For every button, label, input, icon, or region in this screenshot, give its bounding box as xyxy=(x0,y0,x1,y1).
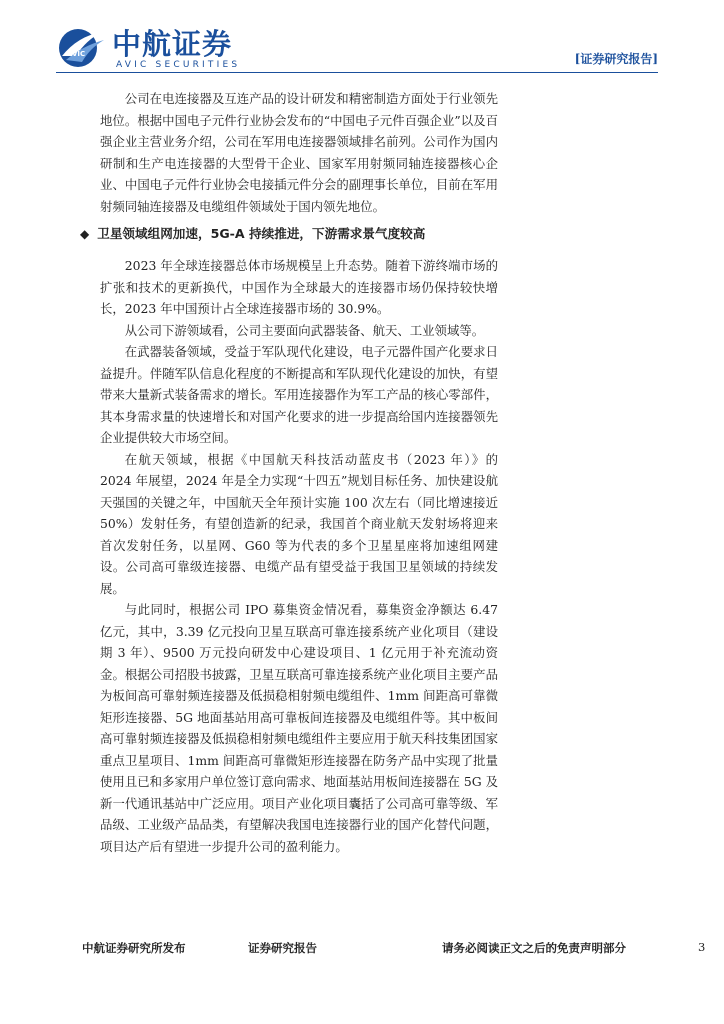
paragraph-ipo: 与此同时，根据公司 IPO 募集资金情况看，募集资金净额达 6.47 亿元，其中，3.39 亿元投向卫星互联高可靠连接系统产业化项目（建设期 3 年）、9500 万元投向研发中心建设项目、1 亿元用于补充流动资金。根据公司招股书披露，卫星互联高可靠连接系统产业化项目主要产品为板间高可靠射频连接器及低损稳相射频电缆组件、1mm 间距高可靠微矩形连接器、5G 地面基站用高可靠板间连接器及电缆组件等。其中板间高可靠射频连接器及低损稳相射频电缆组件主要应用于航天科技集团国家重点卫星项目、1mm 间距高可靠微矩形连接器在防务产品中实现了批量使用且已和多家用户单位签订意向需求、地面基站用板间连接器在 5G 及新一代通讯基站中广泛应用。项目产业化项目囊括了公司高可靠等级、军品级、工业级产品品类，有望解决我国电连接器行业的国产化替代问题，项目达产后有望进一步提升公司的盈利能力。 xyxy=(100,602,498,854)
page-footer xyxy=(0,932,724,972)
page-header xyxy=(0,0,724,82)
paragraph-weapons: 在武器装备领域，受益于军队现代化建设，电子元器件国产化要求日益提升。伴随军队信息化程度的不断提高和军队现代化建设的加快，有望带来大量新式装备需求的增长。军用连接器作为军工产品的核心零部件，其本身需求量的快速增长和对国产化要求的进一步提高给国内连接器领先企业提供较大市场空间。 xyxy=(100,344,498,445)
page-number: 3 xyxy=(698,940,706,954)
report-type-tag: [证券研究报告] xyxy=(574,52,658,66)
section-heading-text: 卫星领域组网加速，5G-A 持续推进，下游需求景气度较高 xyxy=(97,226,426,241)
diamond-bullet-icon: ◆ xyxy=(80,227,90,241)
footer-report-type: 证券研究报告 xyxy=(248,941,317,955)
brand-name-cn: 中航证券 xyxy=(112,27,233,61)
header-divider xyxy=(56,72,658,73)
svg-text:AVIC: AVIC xyxy=(67,50,86,58)
report-body xyxy=(80,88,498,857)
brand-name-en: AVIC SECURITIES xyxy=(116,60,241,70)
paragraph-company-position: 公司在电连接器及互连产品的设计研发和精密制造方面处于行业领先地位。根据中国电子元件行业协会发布的“中国电子元件百强企业”以及百强企业主营业务介绍，公司在军用电连接器领域排名前列。公司作为国内研制和生产电连接器的大型骨干企业、国家军用射频同轴连接器核心企业、中国电子元件行业协会电接插元件分会的副理事长单位，目前在军用射频同轴连接器及电缆组件领域处于国内领先地位。 xyxy=(100,91,498,214)
paragraph-aerospace: 在航天领域，根据《中国航天科技活动蓝皮书（2023 年）》的 2024 年展望，2024 年是全力实现“十四五”规划目标任务、加快建设航天强国的关键之年，中国航天全年预计实施 100 次左右（同比增速接近 50%）发射任务，有望创造新的纪录，我国首个商业航天发射场将迎来首次发射任务，以星网、G60 等为代表的多个卫星星座将加速组网建设。公司高可靠级连接器、电缆产品有望受益于我国卫星领域的持续发展。 xyxy=(100,451,498,596)
avic-logo-icon xyxy=(56,26,106,68)
footer-disclaimer: 请务必阅读正文之后的免责声明部分 xyxy=(442,941,626,955)
section-heading xyxy=(80,223,498,245)
paragraph-market-size: 2023 年全球连接器总体市场规模呈上升态势。随着下游终端市场的扩张和技术的更新换代，中国作为全球最大的连接器市场仍保持较快增长，2023 年中国预计占全球连接器市场的 30.9%。 xyxy=(100,258,498,316)
footer-publisher: 中航证券研究所发布 xyxy=(82,941,186,955)
paragraph-downstream: 从公司下游领域看，公司主要面向武器装备、航天、工业领域等。 xyxy=(124,322,485,338)
